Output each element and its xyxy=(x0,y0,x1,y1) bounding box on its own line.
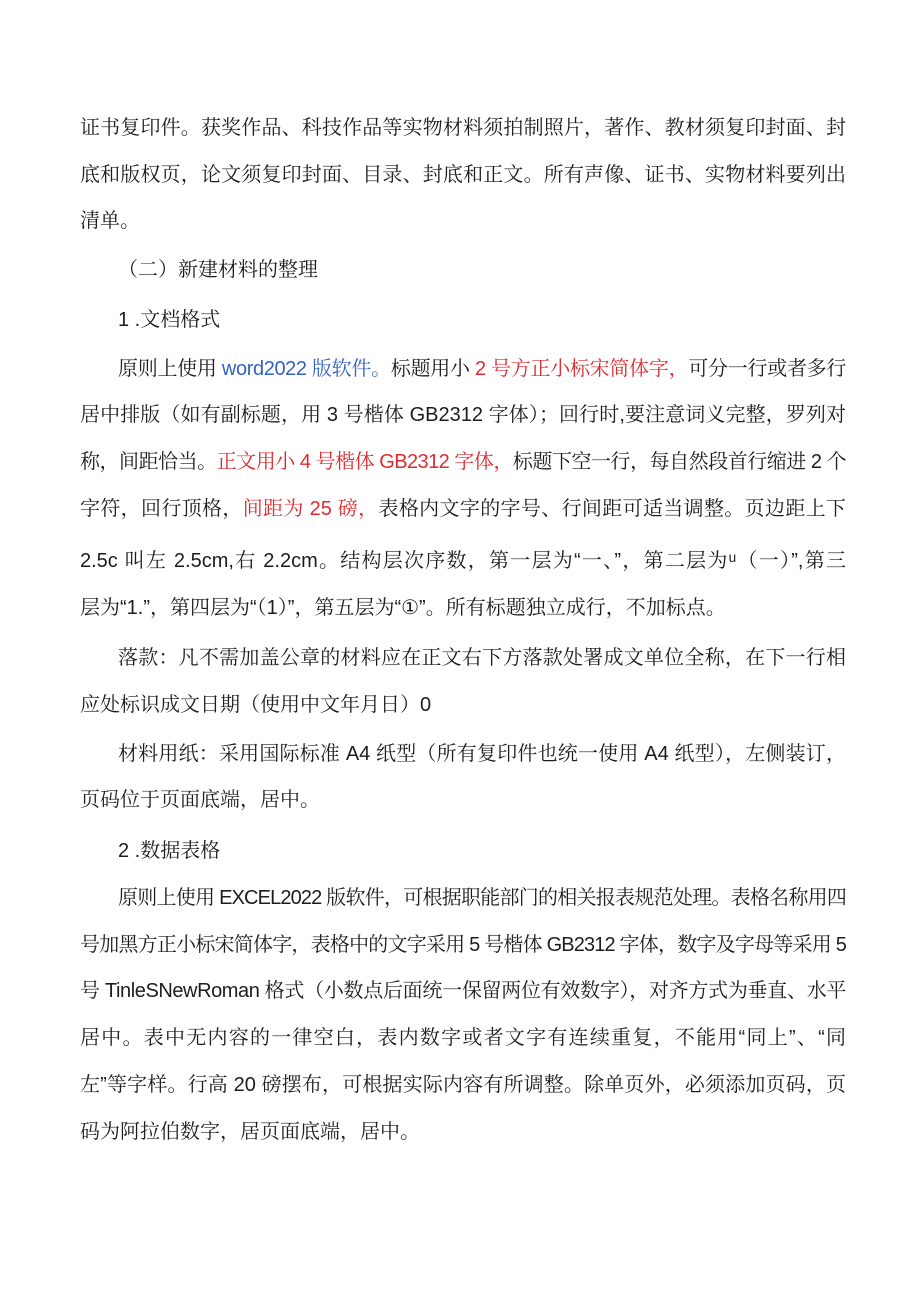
highlight-blue-text: word2022 版软件。 xyxy=(221,358,391,380)
paragraph-line xyxy=(80,537,846,585)
subsection-heading-doc-format: 1 .文档格式 xyxy=(118,309,221,331)
highlight-red-text: 2 号方正小标宋简体字， xyxy=(475,358,689,380)
paragraph-line xyxy=(118,345,846,393)
paragraph-line xyxy=(80,438,846,486)
text-segment: 标题用小 xyxy=(390,358,476,380)
text-segment: 表格内文字的字号、行间距可适当调整。页边距上下 xyxy=(378,498,847,520)
text-segment: 标题下空一行，每自然段首行缩进 2 个 xyxy=(512,451,846,473)
paragraph-line: 应处标识成文日期（使用中文年月日）0 xyxy=(80,694,432,716)
paragraph-line: 材料用纸：采用国际标准 A4 纸型（所有复印件也统一使用 A4 纸型），左侧装订， xyxy=(118,743,846,765)
highlight-red-text: 正文用小 4 号楷体 GB2312 字体， xyxy=(216,451,513,473)
paragraph-line: 页码位于页面底端，居中。 xyxy=(80,789,320,811)
subsection-heading-data-tables: 2 .数据表格 xyxy=(118,840,221,862)
paragraph-line: 号 TinleSNewRoman 格式（小数点后面统一保留两位有效数字），对齐方式为垂直、水平 xyxy=(80,980,846,1002)
paragraph-line: 码为阿拉伯数字，居页面底端，居中。 xyxy=(80,1121,420,1143)
section-heading: （二）新建材料的整理 xyxy=(118,259,318,281)
paragraph-line xyxy=(80,485,846,533)
text-segment: 原则上使用 xyxy=(118,358,222,380)
intro-line: 证书复印件。获奖作品、科技作品等实物材料须拍制照片，著作、教材须复印封面、封 xyxy=(80,117,846,139)
paragraph-line: 落款：凡不需加盖公章的材料应在正文右下方落款处署成文单位全称，在下一行相 xyxy=(118,647,846,669)
paragraph-line xyxy=(80,584,846,632)
intro-line: 底和版权页，论文须复印封面、目录、封底和正文。所有声像、证书、实物材料要列出 xyxy=(80,164,846,186)
paragraph-line xyxy=(80,391,846,439)
text-segment: 层为“1.”，第四层为“（1）”，第五层为“①”。所有标题独立成行，不加标点。 xyxy=(80,597,726,619)
paragraph-line: 居中。表中无内容的一律空白，表内数字或者文字有连续重复，不能用“同上”、“同 xyxy=(80,1027,846,1049)
text-segment: 居中排版（如有副标题，用 3 号楷体 GB2312 字体）；回行时,要注意词义完整，罗列对 xyxy=(80,404,846,426)
paragraph-line: 原则上使用 EXCEL2022 版软件，可根据职能部门的相关报表规范处理。表格名称用四 xyxy=(118,887,846,909)
paragraph-line: 号加黑方正小标宋简体字，表格中的文字采用 5 号楷体 GB2312 字体，数字及字母等采用 5 xyxy=(80,934,846,956)
text-segment: 称，间距恰当。 xyxy=(80,451,217,473)
paragraph-line: 左”等字样。行高 20 磅摆布，可根据实际内容有所调整。除单页外，必须添加页码，页 xyxy=(80,1074,846,1096)
highlight-red-text: 间距为 25 磅， xyxy=(242,498,379,520)
text-segment: 字符，回行顶格， xyxy=(80,498,243,520)
text-segment: 2.5c 叫左 2.5cm,右 2.2cm。结构层次序数，第一层为“一、”，第二层为ᵘ（一）”,第三 xyxy=(80,550,846,572)
intro-line: 清单。 xyxy=(80,210,140,232)
text-segment: 可分一行或者多行 xyxy=(688,358,847,380)
